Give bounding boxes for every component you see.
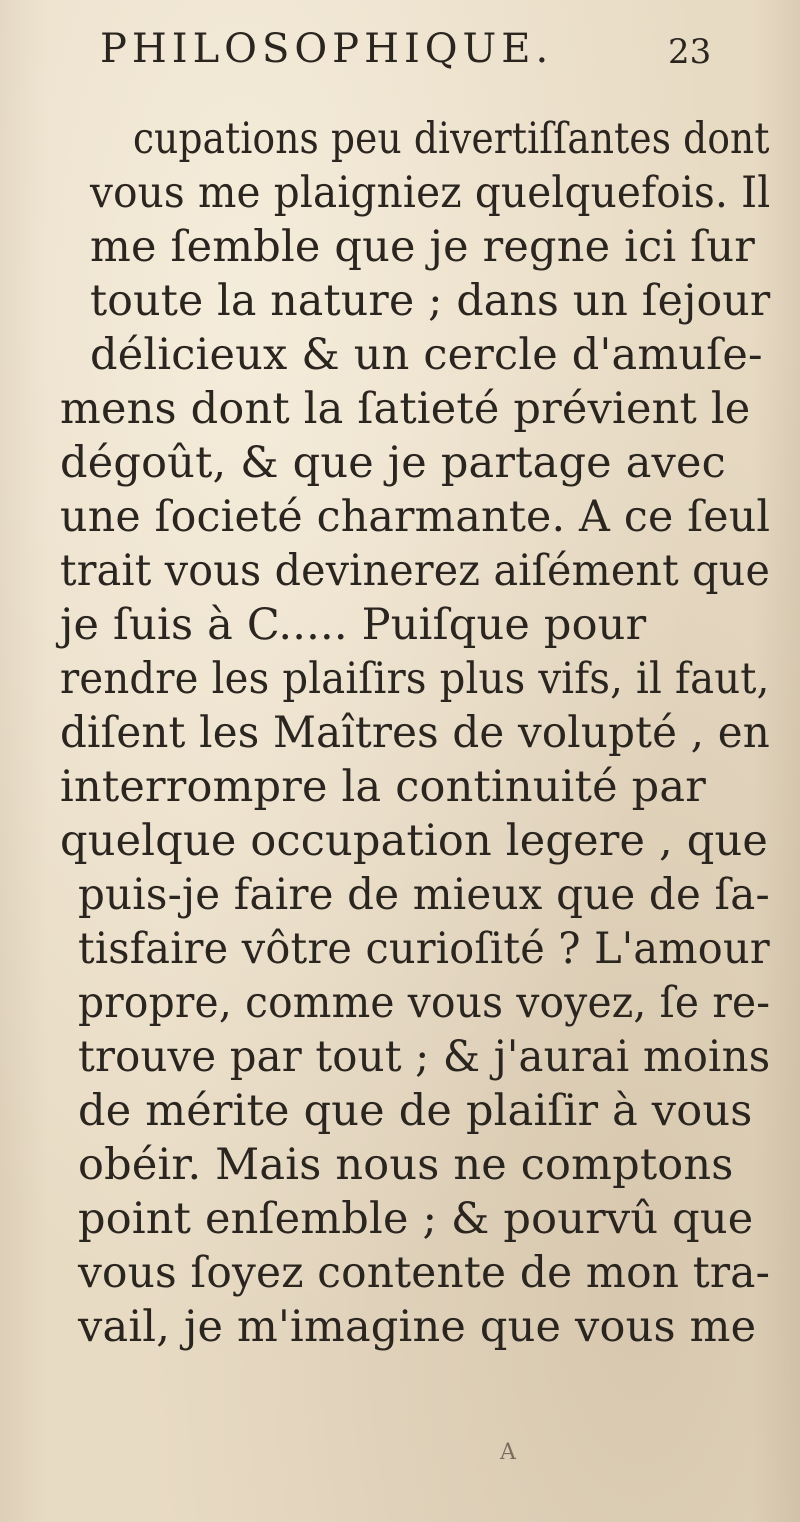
text-line: dégoût, & que je partage avec	[60, 438, 726, 488]
text-line: délicieux & un cercle d'amuſe-	[90, 330, 763, 380]
text-line: diſent les Maîtres de volupté , en	[60, 708, 770, 758]
text-line: obéir. Mais nous ne comptons	[78, 1140, 734, 1190]
page-number: 23	[668, 32, 712, 72]
text-line: vous ſoyez contente de mon tra-	[78, 1248, 771, 1298]
text-line: vous me plaigniez quelquefois. Il	[90, 168, 771, 218]
text-line: une ſocieté charmante. A ce ſeul	[60, 492, 771, 542]
text-line: tisfaire vôtre curioſité ? L'amour	[78, 924, 770, 974]
text-line: me ſemble que je regne ici ſur	[90, 222, 755, 272]
text-line: trait vous devinerez aiſément que	[60, 546, 771, 596]
text-line: toute la nature ; dans un ſejour	[90, 276, 771, 326]
text-line: interrompre la continuité par	[60, 762, 706, 812]
text-line: mens dont la ſatieté prévient le	[60, 384, 751, 434]
text-line: puis-je faire de mieux que de ſa-	[78, 870, 770, 920]
text-line: point enſemble ; & pourvû que	[78, 1194, 754, 1244]
text-line: rendre les plaiſirs plus vifs, il faut,	[60, 654, 770, 704]
running-head: PHILOSOPHIQUE.	[100, 26, 554, 72]
text-line: je ſuis à C..... Puiſque pour	[60, 600, 647, 650]
text-line: vail, je m'imagine que vous me	[78, 1302, 757, 1352]
page-header	[0, 18, 800, 78]
signature-mark: A	[500, 1440, 516, 1465]
text-line: de mérite que de plaiſir à vous	[78, 1086, 753, 1136]
text-line: quelque occupation legere , que	[60, 816, 768, 866]
text-line: propre, comme vous voyez, ſe re-	[78, 978, 771, 1028]
text-line: trouve par tout ; & j'aurai moins	[78, 1032, 771, 1082]
text-line: cupations peu divertiſſantes dont	[133, 114, 770, 164]
